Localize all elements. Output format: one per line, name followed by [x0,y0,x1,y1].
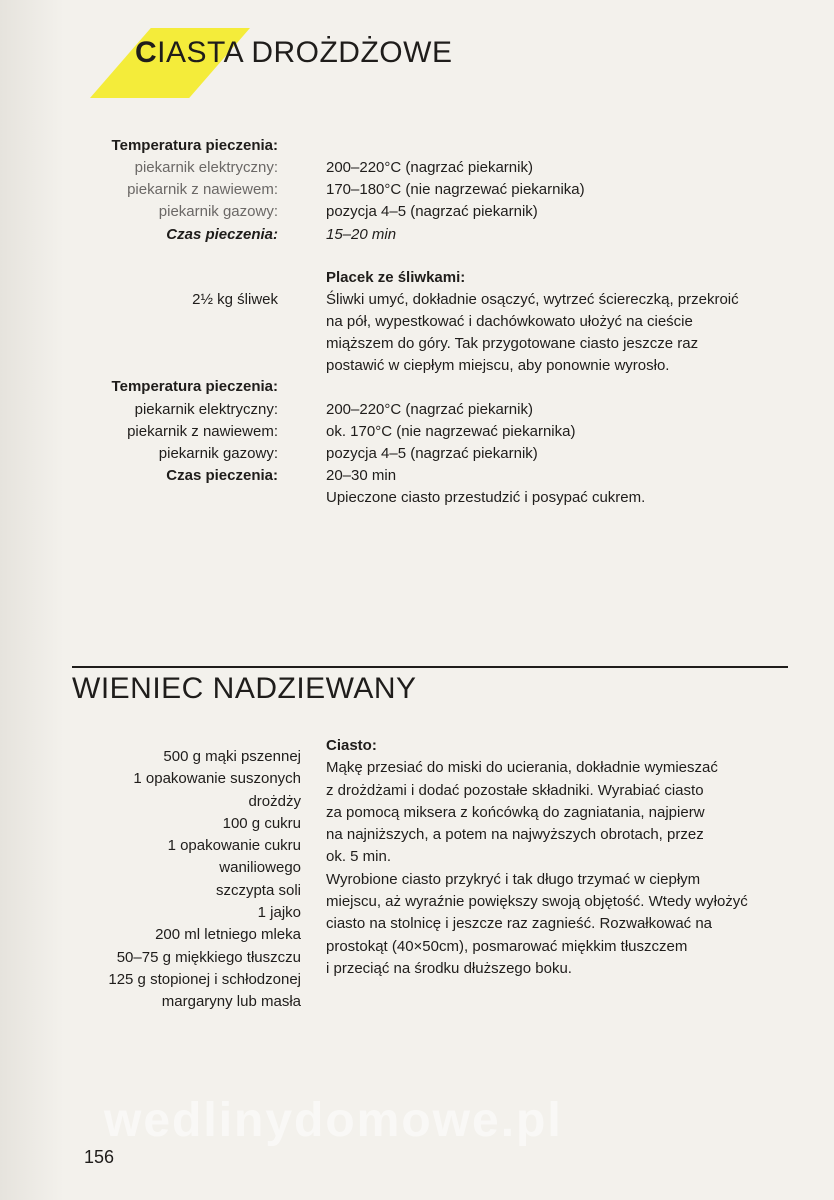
baking2-label-fan: piekarnik z nawiewem: [127,423,278,440]
dough-line: prostokąt (40×50cm), posmarować miękkim tłuszczem [326,937,688,955]
ingredient-item: 1 jajko [257,904,301,922]
dough-line: Mąkę przesiać do miski do ucierania, dokładnie wymieszać [326,759,718,777]
baking1-row-fan [70,179,810,201]
baking1-row-time [70,224,810,246]
dough-line: ok. 5 min. [326,848,392,866]
section-title: WIENIEC NADZIEWANY [72,672,417,705]
baking2-row-fan [70,421,810,443]
dough-line: za pomocą miksera z końcówką do zagniatania, najpierw [326,803,705,821]
plum-row-2 [70,311,810,333]
watermark: wedlinydomowe.pl [104,1094,563,1147]
ingredient-list [70,746,301,1014]
baking2-row-gas [70,443,810,465]
plum-row-4 [70,355,810,377]
plum-row-1 [70,289,810,311]
plum-heading-row [70,267,810,289]
dough-line: ciasto na stolnicę i jeszcze raz zagnieść. Rozwałkować na [326,915,713,933]
baking1-row-gas [70,201,810,223]
ingredient-item: szczypta soli [215,881,301,899]
baking2-time-label: Czas pieczenia: [166,467,278,484]
baking2-row-note [70,487,810,509]
dough-line: Wyrobione ciasto przykryć i tak długo trzymać w ciepłym [326,870,701,888]
dough-line: i przeciąć na środku dłuższego boku. [326,959,572,977]
baking1-time-value: 15–20 min [326,226,397,243]
baking2-value-gas: pozycja 4–5 (nagrzać piekarnik) [326,445,538,462]
baking1-label-electric: piekarnik elektryczny: [134,159,278,176]
ingredient-item: 100 g cukru [222,814,301,832]
baking2-label-gas: piekarnik gazowy: [158,445,278,462]
baking1-heading-row [70,135,810,157]
baking1-label-gas: piekarnik gazowy: [158,203,278,220]
plum-ingredient: 2½ kg śliwek [192,291,278,308]
ingredient-item: 1 opakowanie cukru [167,837,301,855]
chapter-title [135,36,452,70]
chapter-title-initial: C [135,36,158,69]
dough-instructions [326,735,796,980]
ingredient-item: 200 ml letniego mleka [155,926,301,944]
page-number: 156 [84,1147,115,1167]
section-divider [72,666,788,668]
baking2-heading: Temperatura pieczenia: [111,378,278,395]
baking2-row-electric [70,399,810,421]
baking2-note: Upieczone ciasto przestudzić i posypać cukrem. [326,489,646,506]
dough-line: miejscu, aż wyraźnie powiększy swoją objętość. Wtedy wyłożyć [326,893,748,911]
baking1-label-fan: piekarnik z nawiewem: [127,181,278,198]
baking2-label-electric: piekarnik elektryczny: [134,401,278,418]
plum-line-3: miąższem do góry. Tak przygotowane ciasto jeszcze raz [326,335,699,352]
plum-row-3 [70,333,810,355]
dough-line: na najniższych, a potem na najwyższych obrotach, przez [326,826,704,844]
ingredient-item: waniliowego [219,859,301,877]
ingredient-item: margaryny lub masła [161,993,301,1011]
ingredient-item: 500 g mąki pszennej [163,748,301,765]
page-edge-shadow [0,0,64,1200]
plum-line-4: postawić w ciepłym miejscu, aby ponownie wyrosło. [326,357,670,374]
baking2-value-electric: 200–220°C (nagrzać piekarnik) [326,401,533,418]
baking2-heading-row [70,376,810,398]
plum-line-1: Śliwki umyć, dokładnie osączyć, wytrzeć ściereczką, przekroić [326,291,739,308]
ingredient-item: 50–75 g miękkiego tłuszczu [116,948,301,966]
baking1-row-electric [70,157,810,179]
baking2-row-time [70,465,810,487]
chapter-title-rest: IASTA DROŻDŻOWE [157,36,453,69]
baking1-time-label: Czas pieczenia: [166,226,278,243]
dough-line: z drożdżami i dodać pozostałe składniki. Wyrabiać ciasto [326,781,704,799]
ingredient-item: 1 opakowanie suszonych [133,770,301,788]
baking1-heading: Temperatura pieczenia: [111,137,278,154]
plum-line-2: na pół, wypestkować i dachówkowato ułożyć na cieście [326,313,693,330]
baking2-value-fan: ok. 170°C (nie nagrzewać piekarnika) [326,423,576,440]
baking1-value-electric: 200–220°C (nagrzać piekarnik) [326,159,533,176]
ingredient-item: 125 g stopionej i schłodzonej [108,970,301,988]
baking1-value-fan: 170–180°C (nie nagrzewać piekarnika) [326,181,585,198]
baking2-time-value: 20–30 min [326,467,397,484]
plum-heading: Placek ze śliwkami: [326,269,466,286]
dough-heading: Ciasto: [326,737,377,754]
ingredient-item: drożdży [248,792,301,810]
baking1-value-gas: pozycja 4–5 (nagrzać piekarnik) [326,203,538,220]
